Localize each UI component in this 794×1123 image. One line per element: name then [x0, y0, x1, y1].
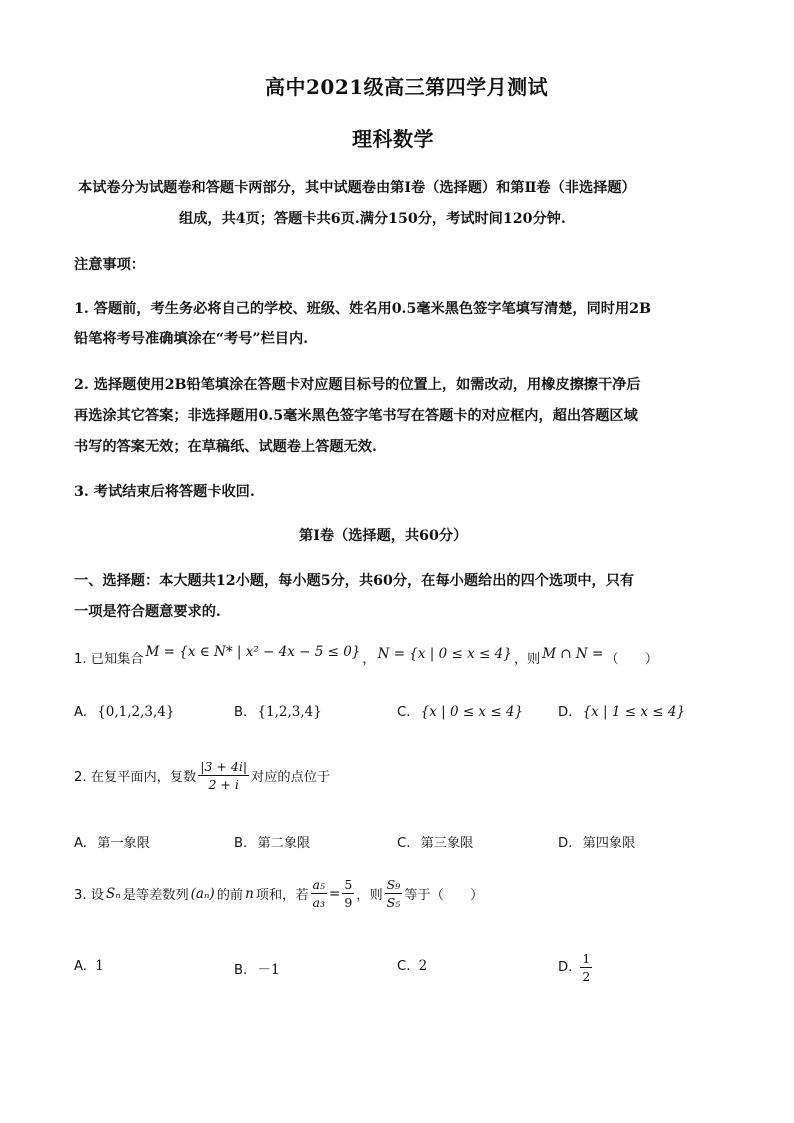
q3-option-d-denominator: 2 [582, 969, 591, 985]
q3-option-d-label: D. [558, 960, 573, 976]
q2-option-c-text: 第三象限 [420, 836, 474, 851]
q3-option-d-fraction [580, 952, 592, 983]
intro-line-1: 本试卷分为试题卷和答题卡两部分，其中试题卷由第Ⅰ卷（选择题）和第Ⅱ卷（非选择题） [78, 180, 636, 196]
q1-option-d-text: {x | 1 ≤ x ≤ 4} [582, 704, 686, 720]
notice-item-2-line-3: 书写的答案无效；在草稿纸、试题卷上答题无效. [74, 439, 377, 455]
q3-prefix: 3. 设 [74, 888, 104, 904]
q2-suffix: 对应的点位于 [251, 770, 331, 786]
q1-option-c [397, 704, 523, 720]
q2-option-b [234, 832, 310, 851]
q1-answer-blank: （ ） [605, 652, 659, 667]
q3-text-4: ，则 [356, 888, 383, 904]
q2-option-d [558, 832, 635, 851]
question-2 [74, 760, 330, 791]
q2-option-b-text: 第二象限 [257, 836, 311, 851]
section-title: 第Ⅰ卷（选择题，共60分） [299, 528, 468, 544]
q3-sequence: (aₙ) [190, 885, 215, 902]
q3-fraction-s9-s5 [385, 878, 403, 909]
q1-set-n: N = {x | 0 ≤ x ≤ 4} [377, 645, 512, 662]
q3-option-a-text: 1 [95, 958, 104, 974]
q2-option-a-label: A. [74, 836, 87, 851]
q3-option-b-text: －1 [257, 962, 280, 978]
q1-option-b [234, 704, 322, 720]
q1-separator: ， [362, 652, 376, 667]
q1-option-d [558, 704, 685, 720]
q3-option-d [558, 952, 592, 983]
notice-item-2-line-2: 再选涂其它答案；非选择题用0.5毫米黑色签字笔书写在答题卡的对应框内，超出答题区域 [74, 408, 638, 424]
q3-n: n [245, 885, 254, 902]
notice-item-2-line-1: 2. 选择题使用2B铅笔填涂在答题卡对应题目标号的位置上，如需改动，用橡皮擦擦干净后 [74, 377, 641, 393]
q2-option-c [397, 832, 473, 851]
q2-fraction [198, 760, 249, 791]
q2-option-b-label: B. [234, 836, 248, 851]
q3-text-2: 的前 [216, 888, 244, 904]
q3-option-c-text: 2 [418, 958, 428, 974]
notice-heading: 注意事项： [74, 257, 145, 273]
q2-option-c-label: C. [397, 836, 411, 851]
section-desc-line-2: 一项是符合题意要求的. [74, 604, 221, 620]
question-1 [74, 643, 659, 667]
q3-text-3: 项和，若 [255, 888, 309, 904]
q3-fraction-a5-a3 [311, 878, 327, 909]
q3-equals: = [329, 885, 341, 902]
section-desc-line-1: 一、选择题：本大题共12小题，每小题5分，共60分，在每小题给出的四个选项中，只有 [74, 573, 635, 589]
q1-option-b-label: B. [234, 705, 248, 720]
q2-option-d-label: D. [558, 836, 573, 851]
q3-option-b-label: B. [234, 963, 248, 978]
q3-f1-numerator: a₅ [311, 878, 327, 894]
q2-numerator: |3 + 4i| [198, 760, 249, 776]
q1-expression: M ∩ N = [542, 645, 604, 662]
q3-sn: Sₙ [105, 885, 121, 902]
q3-option-c-label: C. [397, 959, 411, 974]
q3-option-a-label: A. [74, 959, 87, 974]
q3-option-c [397, 958, 427, 974]
q1-option-c-label: C. [397, 705, 411, 720]
question-3 [74, 878, 483, 909]
q1-option-a [74, 704, 174, 720]
q3-text-1: 是等差数列 [122, 888, 189, 904]
q2-option-a-text: 第一象限 [97, 836, 150, 851]
page-title: 高中2021级高三第四学月测试 [265, 75, 549, 99]
q1-option-d-label: D. [558, 705, 573, 720]
q3-option-a [74, 958, 104, 974]
q3-f2-denominator: 9 [344, 895, 353, 911]
q2-option-d-text: 第四象限 [582, 836, 636, 851]
q1-option-a-text: {0,1,2,3,4} [97, 704, 175, 720]
q1-option-a-label: A. [74, 705, 87, 720]
q3-fraction-5-9 [342, 878, 354, 909]
q2-option-a [74, 832, 150, 851]
q1-prefix: 1. 已知集合 [74, 652, 144, 667]
q3-option-d-numerator: 1 [580, 952, 592, 968]
q3-f3-denominator: S₅ [386, 895, 401, 911]
q1-suffix: ，则 [513, 652, 541, 667]
q3-option-b [234, 958, 280, 978]
notice-item-1-line-2: 铅笔将考号准确填涂在“考号”栏目内. [74, 331, 309, 347]
q3-f2-numerator: 5 [342, 878, 354, 894]
q1-option-b-text: {1,2,3,4} [257, 704, 322, 720]
q1-option-c-text: {x | 0 ≤ x ≤ 4} [420, 704, 524, 720]
q1-set-m: M = {x ∈ N* | x² − 4x − 5 ≤ 0} [145, 643, 361, 660]
q2-prefix: 2. 在复平面内，复数 [74, 770, 197, 786]
notice-item-3: 3. 考试结束后将答题卡收回. [74, 484, 255, 500]
q3-f3-numerator: S₉ [385, 878, 403, 894]
page-subtitle: 理科数学 [352, 127, 434, 151]
q2-denominator: 2 + i [208, 777, 239, 793]
q3-f1-denominator: a₃ [312, 895, 325, 911]
intro-line-2: 组成，共4页；答题卡共6页.满分150分，考试时间120分钟. [179, 211, 566, 227]
q3-suffix: 等于（ ） [404, 888, 484, 904]
notice-item-1-line-1: 1. 答题前，考生务必将自己的学校、班级、姓名用0.5毫米黑色签字笔填写清楚，同时用2B [74, 301, 652, 317]
